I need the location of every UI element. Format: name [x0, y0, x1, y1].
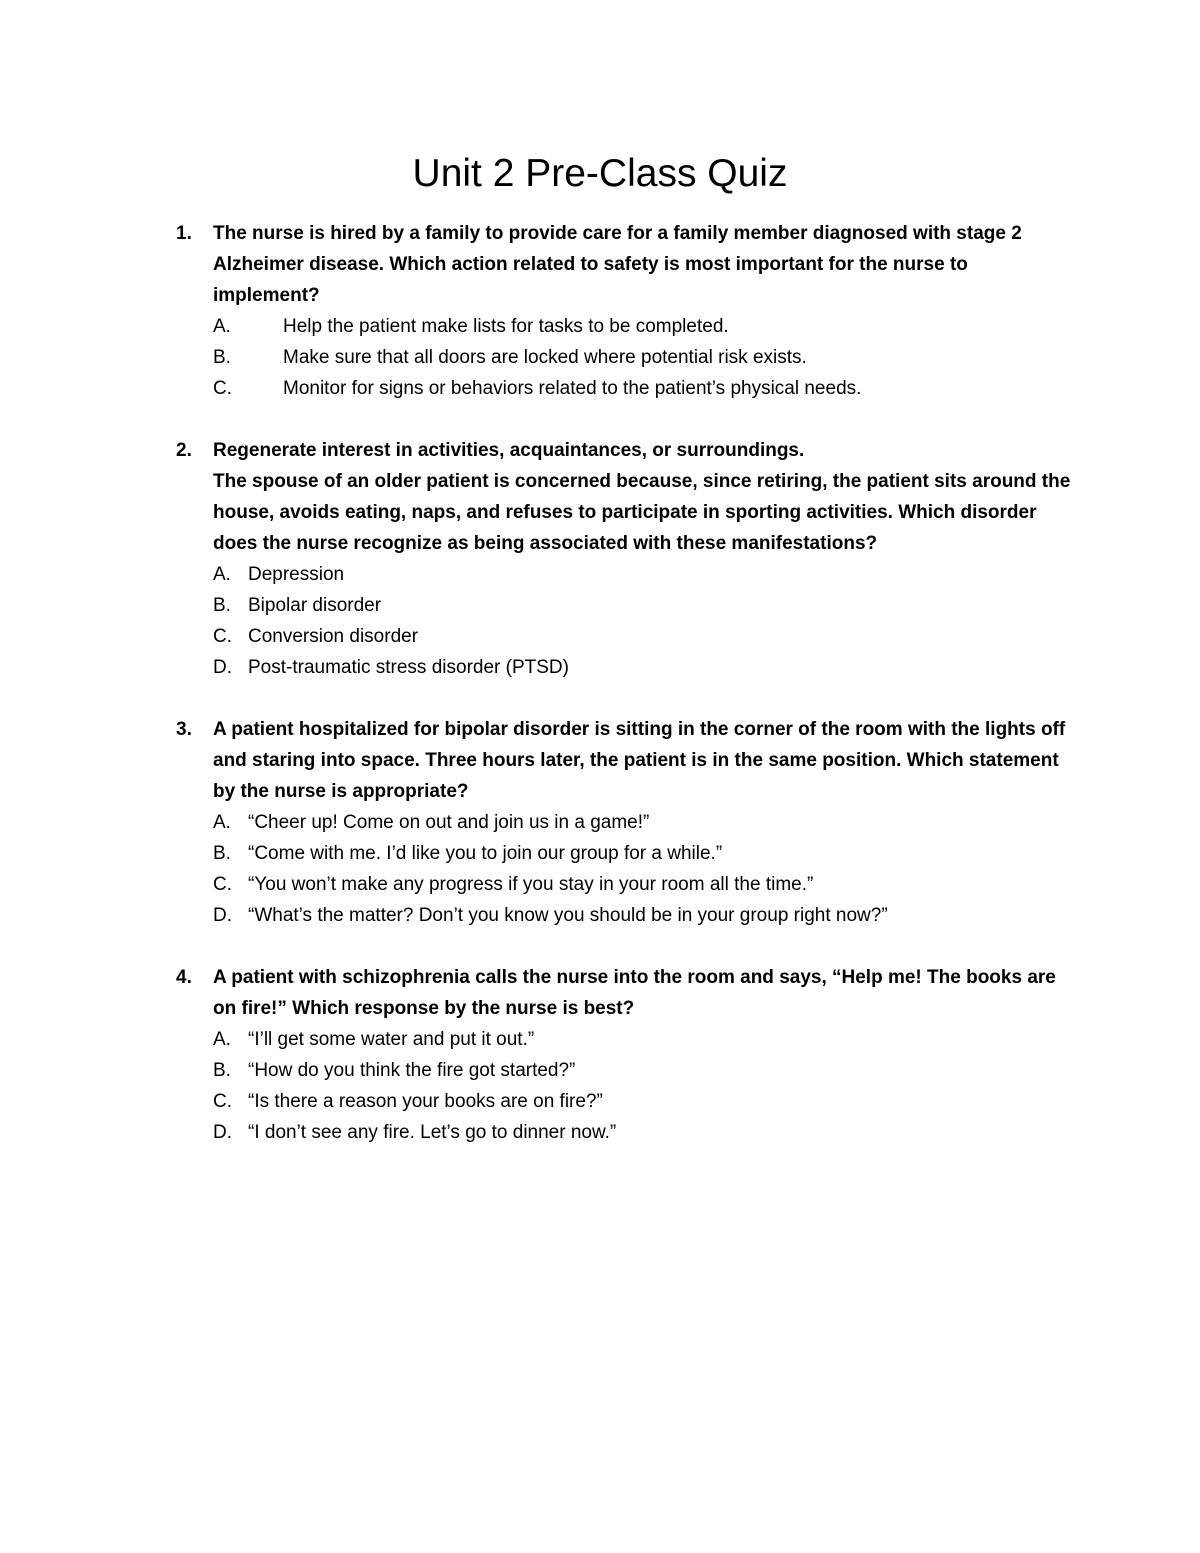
option-letter: C. — [213, 1091, 232, 1112]
answer-option-d — [213, 900, 1076, 931]
question-text: The nurse is hired by a family to provide care for a family member diagnosed with stage 2 Alzheimer disease. Which action related to safety is most important for the nurse to implement? — [213, 223, 1022, 306]
option-text: Depression — [248, 564, 345, 585]
option-text: Conversion disorder — [248, 626, 419, 647]
option-text: “How do you think the fire got started?” — [248, 1060, 576, 1081]
answer-options — [176, 807, 1076, 931]
option-text: Monitor for signs or behaviors related to the patient’s physical needs. — [283, 378, 862, 399]
option-letter: B. — [213, 595, 231, 616]
answer-option-c — [213, 373, 1076, 404]
answer-option-a — [213, 311, 1076, 342]
question-text: A patient hospitalized for bipolar disorder is sitting in the corner of the room with the lights off and staring into space. Three hours later, the patient is in the same position. Which statement by the nurse is appropriate? — [213, 719, 1066, 802]
option-letter: C. — [213, 874, 232, 895]
question-list — [176, 218, 1076, 1179]
option-letter: B. — [213, 347, 231, 368]
option-letter: B. — [213, 843, 231, 864]
option-text: “I don’t see any fire. Let’s go to dinner now.” — [248, 1122, 617, 1143]
answer-options — [176, 311, 1076, 404]
option-letter: A. — [213, 564, 231, 585]
question-number: 4. — [176, 967, 192, 988]
question-4 — [176, 962, 1076, 1148]
answer-option-b — [213, 590, 1076, 621]
option-letter: A. — [213, 1029, 231, 1050]
question-text: A patient with schizophrenia calls the nurse into the room and says, “Help me! The books are on fire!” Which response by the nurse is best? — [213, 967, 1056, 1019]
question-1 — [176, 218, 1076, 404]
option-text: “Cheer up! Come on out and join us in a game!” — [248, 812, 650, 833]
answer-option-b — [213, 838, 1076, 869]
answer-option-a — [213, 1024, 1076, 1055]
question-3 — [176, 714, 1076, 931]
option-letter: A. — [213, 812, 231, 833]
answer-option-d — [213, 1117, 1076, 1148]
question-stem — [176, 218, 1076, 311]
question-stem — [176, 962, 1076, 1024]
question-text: Regenerate interest in activities, acquaintances, or surroundings. — [213, 440, 805, 461]
answer-option-c — [213, 1086, 1076, 1117]
question-number: 2. — [176, 440, 192, 461]
option-text: “You won’t make any progress if you stay in your room all the time.” — [248, 874, 814, 895]
option-text: Post-traumatic stress disorder (PTSD) — [248, 657, 569, 678]
option-text: “What’s the matter? Don’t you know you should be in your group right now?” — [248, 905, 888, 926]
option-text: “I’ll get some water and put it out.” — [248, 1029, 535, 1050]
answer-option-d — [213, 652, 1076, 683]
option-text: “Come with me. I’d like you to join our group for a while.” — [248, 843, 723, 864]
option-text: Make sure that all doors are locked where potential risk exists. — [283, 347, 807, 368]
answer-option-b — [213, 342, 1076, 373]
answer-options — [176, 559, 1076, 683]
option-letter: D. — [213, 1122, 232, 1143]
answer-option-a — [213, 559, 1076, 590]
option-letter: C. — [213, 626, 232, 647]
option-text: Help the patient make lists for tasks to be completed. — [283, 316, 729, 337]
answer-option-b — [213, 1055, 1076, 1086]
option-letter: A. — [213, 316, 231, 337]
answer-option-c — [213, 621, 1076, 652]
option-letter: B. — [213, 1060, 231, 1081]
page-title: Unit 2 Pre-Class Quiz — [412, 152, 788, 195]
question-stem — [176, 435, 1076, 559]
question-2 — [176, 435, 1076, 683]
question-number: 3. — [176, 719, 192, 740]
answer-option-a — [213, 807, 1076, 838]
option-text: “Is there a reason your books are on fire?” — [248, 1091, 603, 1112]
option-letter: D. — [213, 905, 232, 926]
question-text: The spouse of an older patient is concerned because, since retiring, the patient sits around the house, avoids eating, naps, and refuses to participate in sporting activities. Which disorder does the nurse recognize as being associated with these manifestations? — [213, 471, 1071, 554]
answer-options — [176, 1024, 1076, 1148]
option-letter: C. — [213, 378, 232, 399]
option-letter: D. — [213, 657, 232, 678]
option-text: Bipolar disorder — [248, 595, 382, 616]
question-number: 1. — [176, 223, 192, 244]
question-stem — [176, 714, 1076, 807]
answer-option-c — [213, 869, 1076, 900]
